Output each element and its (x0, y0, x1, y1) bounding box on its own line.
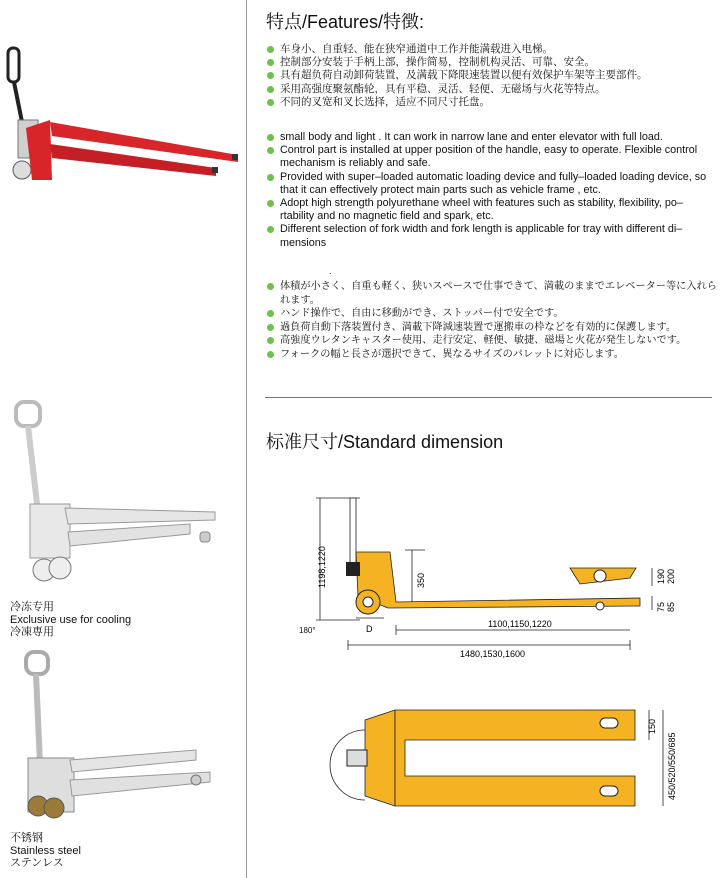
features-list-jp (266, 280, 720, 362)
dim-wheel-d: D (366, 624, 373, 634)
cooling-pallet-truck-photo (10, 400, 230, 596)
list-item: 控制部分安装于手柄上部，操作简易，控制机构灵活、可靠、安全。 (266, 56, 648, 69)
stainless-caption-en: Stainless steel (10, 844, 81, 857)
list-item: Provided with super–loaded automatic loading device and fully–loaded loading device, so that it can effectively protect main parts such as vehicle frame , etc. (266, 171, 716, 197)
dim-overall-height: 1198,1220 (317, 546, 327, 588)
list-item: 高強度ウレタンキャスター使用、走行安定、軽便、敏捷、磁場と火花が発生しないです。 (266, 334, 720, 348)
list-item: フォークの幅と長さが選択できて、異なるサイズのパレットに対応します。 (266, 348, 720, 362)
dim-lift-low2: 85 (666, 601, 676, 612)
dim-lift-high: 190 (656, 568, 666, 584)
red-pallet-truck-photo (0, 40, 240, 200)
list-item: 采用高强度聚氨酯轮，具有平稳、灵活、轻便、无磁场与火花等特点。 (266, 83, 648, 96)
section-divider (265, 397, 712, 398)
list-item: 车身小、自重轻、能在狭窄通道中工作并能满载进入电梯。 (266, 43, 648, 56)
top-view-drawing (305, 700, 705, 815)
features-heading: 特点/Features/特徴: (266, 12, 425, 32)
cooling-caption-cn: 冷冻专用 (10, 600, 54, 613)
stainless-pallet-truck-photo (10, 650, 220, 830)
cooling-caption-jp: 冷凍専用 (10, 625, 54, 638)
list-item: Different selection of fork width and fork length is applicable for tray with different di–mensions (266, 223, 716, 249)
dim-overall-width: 450/520/550/685 (667, 732, 677, 800)
cooling-caption (10, 601, 131, 639)
list-item: 体積が小さく、自重も軽く、狭いスペースで仕事できて、満載のままでエレベーター等に入れられます。 (266, 280, 720, 307)
list-item: Adopt high strength polyurethane wheel with features such as stability, flexibility, po–rtability and no magnetic field and spark, etc. (266, 197, 716, 223)
list-item: ハンド操作で、自由に移動ができ、ストッパー付で安全です。 (266, 307, 720, 321)
dim-handle-height: 350 (416, 572, 426, 588)
dim-fork-width: 150 (647, 718, 657, 734)
list-item: Control part is installed at upper position of the handle, easy to operate. Flexible control mechanism is reliably and safe. (266, 144, 716, 170)
list-item: 過負荷自動下落装置付き、満載下降減速装置で運搬車の枠などを有効的に保護します。 (266, 321, 720, 335)
column-divider (246, 0, 247, 878)
stray-dot: . (329, 266, 332, 276)
dim-fork-length: 1100,1150,1220 (488, 619, 552, 629)
stainless-caption (10, 832, 81, 870)
cooling-caption-en: Exclusive use for cooling (10, 613, 132, 626)
dim-total-length: 1480,1530,1600 (460, 649, 526, 659)
dim-lift-low: 75 (656, 601, 666, 612)
dim-lift-high2: 200 (666, 568, 676, 584)
dimension-heading: 标准尺寸/Standard dimension (266, 432, 504, 452)
list-item: 具有超负荷自动卸荷装置，及满载下降限速装置以便有效保护车架等主要部件。 (266, 69, 648, 82)
stainless-caption-cn: 不锈钢 (10, 831, 43, 844)
list-item: 不同的叉宽和叉长选择，适应不同尺寸托盘。 (266, 96, 648, 109)
stainless-caption-jp: ステンレス (10, 856, 64, 869)
angle-note: 180° (299, 626, 316, 635)
side-view-drawing (300, 490, 720, 660)
list-item: small body and light . It can work in narrow lane and enter elevator with full load. (266, 131, 716, 144)
features-list-en (266, 131, 716, 250)
features-list-cn (266, 43, 648, 109)
